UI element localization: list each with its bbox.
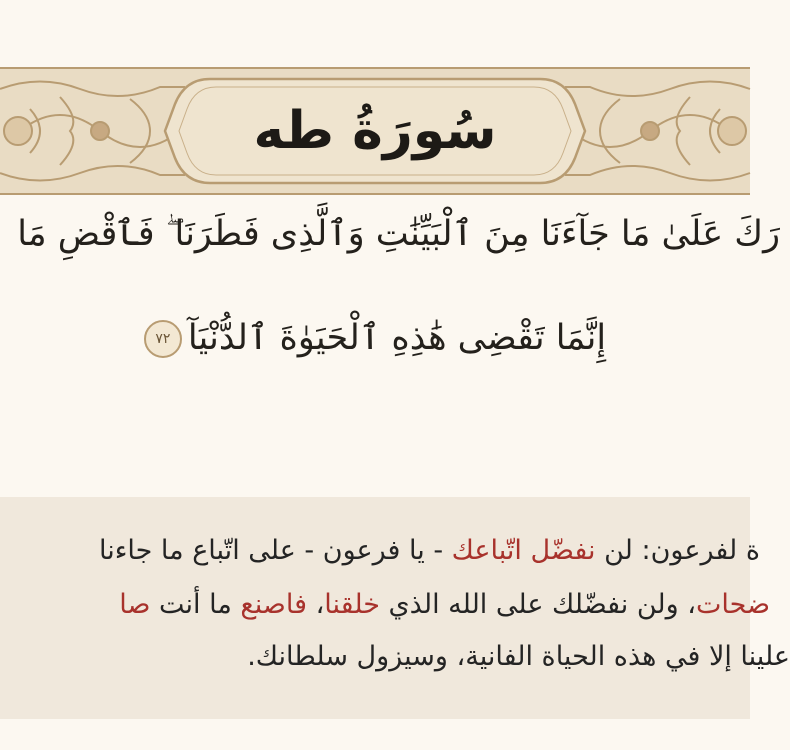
ayah-line-2-text: إِنَّمَا تَقْضِى هَٰذِهِ ٱلْحَيَوٰةَ ٱلدُّنْيَآ [187,318,607,358]
ayah-text [0,200,780,390]
tafsir-text: - يا فرعون - على اتّباع ما جاءنا [98,535,452,566]
tafsir-line-2 [119,589,770,620]
tafsir-panel [0,497,790,719]
tafsir-highlight: فاصنع [240,589,307,620]
ayah-number-marker: ٧٢ [144,320,182,358]
ayah-line-2 [0,318,750,358]
tafsir-text: ما أنت [150,589,241,620]
ayah-line-1: رَكَ عَلَىٰ مَا جَآءَنَا مِنَ ٱلْبَيِّنَٰتِ وَٱلَّذِى فَطَرَنَا ۖ فَٱقْضِ مَا [17,214,780,254]
tafsir-text: ة لفرعون: لن [595,535,760,566]
tafsir-highlight: ضحات [696,589,770,620]
tafsir-line-3 [247,641,790,672]
surah-header-banner [0,67,750,195]
tafsir-text: ، ولن نفضّلك على الله الذي [379,589,696,620]
tafsir-highlight: خلقنا [324,589,380,620]
tafsir-highlight: صا [119,589,151,620]
tafsir-line-1 [99,535,760,566]
surah-title: سُورَةُ طه [253,101,497,161]
tafsir-text: علينا إلا في هذه الحياة الفانية، وسيزول سلطانك. [247,641,790,672]
tafsir-text: ، [306,589,325,620]
tafsir-highlight: نفضّل اتّباعك [451,535,596,566]
